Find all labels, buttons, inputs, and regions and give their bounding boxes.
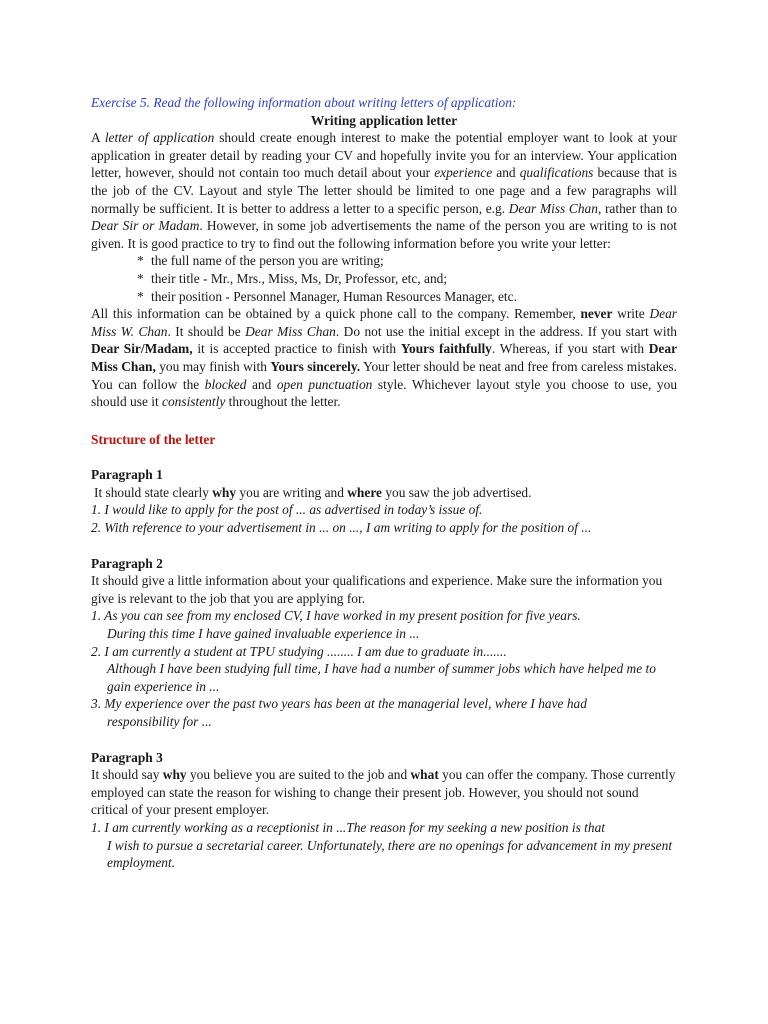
paragraph-3-example-1-cont: I wish to pursue a secretarial career. Unfortunately, there are no openings for advancement in my present employment.: [107, 837, 673, 871]
paragraph-1-example-2: 2. With reference to your advertisement in ... on ..., I am writing to apply for the position of ...: [91, 520, 592, 536]
paragraph-3-text: It should say why you believe you are suited to the job and what you can offer the company. Those currently employed can state the reason for wishing to change their present job. However, you should not sound critical of your present employer.: [91, 767, 676, 818]
paragraph-2-example-3: 3. My experience over the past two years has been at the managerial level, where I have had: [91, 696, 587, 712]
paragraph-2-example-2: 2. I am currently a student at TPU studying ........ I am due to graduate in.......: [91, 643, 507, 659]
document-content: [91, 94, 677, 872]
intro-paragraph: A letter of application should create enough interest to make the potential employer want to look at your application in greater detail by reading your CV and hopefully invite you for an interview. Your application letter, however, should not contain too much detail about your experience and qualifications because that is the job of the CV. Layout and style The letter should be limited to one page and a few paragraphs will normally be sufficient. It is better to address a letter to a specific person, e.g. Dear Miss Chan, rather than to Dear Sir or Madam. However, in some job advertisements the name of the person you are writing to is not given. It is good practice to try to find out the following information before you write your letter:: [91, 130, 677, 251]
paragraph-1-text: It should state clearly why you are writing and where you saw the job advertised.: [94, 484, 532, 500]
paragraph-2-example-1: 1. As you can see from my enclosed CV, I have worked in my present position for five years.: [91, 608, 581, 624]
info-bullet-list: [91, 252, 677, 305]
paragraph-2-example-2-cont: Although I have been studying full time, I have had a number of summer jobs which have helped me to gain experience in ...: [107, 661, 656, 694]
paragraph-1-example-1: 1. I would like to apply for the post of ... as advertised in today’s issue of.: [91, 502, 483, 518]
bullet-star-icon: *: [137, 270, 144, 286]
paragraph-2-text: It should give a little information about your qualifications and experience. Make sure the information you give is relevant to the job that you are applying for.: [91, 573, 663, 606]
paragraph-3-example-1: 1. I am currently working as a receptionist in ...The reason for my seeking a new position is that: [91, 819, 606, 835]
paragraph-2-example-1-cont: During this time I have gained invaluable experience in ...: [107, 626, 420, 642]
list-item: * their position - Personnel Manager, Human Resources Manager, etc.: [137, 288, 517, 304]
structure-heading: Structure of the letter: [91, 431, 216, 447]
list-item: * the full name of the person you are writing;: [137, 253, 384, 269]
paragraph-2-example-3-cont: responsibility for ...: [107, 714, 212, 729]
paragraph-1-heading: Paragraph 1: [91, 467, 163, 483]
bullet-star-icon: *: [137, 253, 144, 269]
bullet-star-icon: *: [137, 288, 144, 304]
paragraph-2-heading: Paragraph 2: [91, 555, 163, 571]
page-title: Writing application letter: [310, 112, 458, 128]
exercise-instruction: Exercise 5. Read the following information about writing letters of application:: [91, 95, 517, 110]
list-item: * their title - Mr., Mrs., Miss, Ms, Dr, Professor, etc, and;: [137, 270, 448, 286]
paragraph-3-heading: Paragraph 3: [91, 749, 163, 765]
advice-paragraph: All this information can be obtained by a quick phone call to the company. Remember, never write Dear Miss W. Chan. It should be Dear Miss Chan. Do not use the initial except in the address. If you start with Dear Sir/Madam, it is accepted practice to finish with Yours faithfully. Whereas, if you start with Dear Miss Chan, you may finish with Yours sincerely. Your letter should be neat and free from careless mistakes. You can follow the blocked and open punctuation style. Whichever layout style you choose to use, you should use it consistently throughout the letter.: [91, 306, 678, 410]
